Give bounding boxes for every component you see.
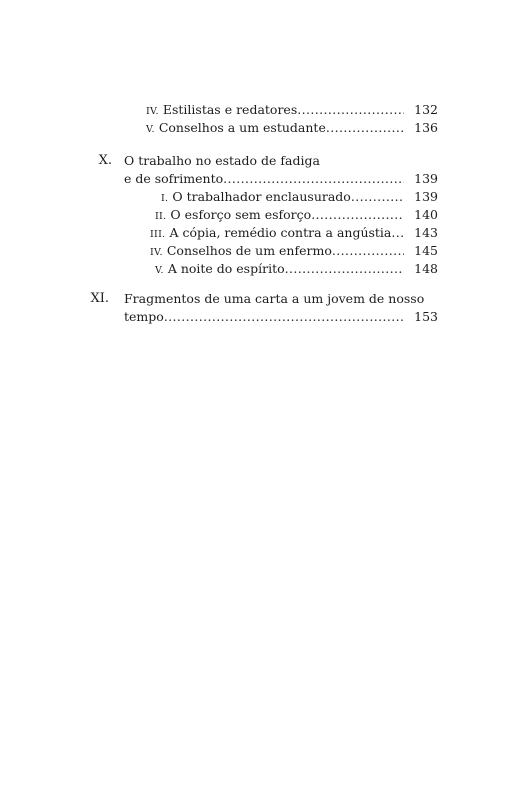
page-number: 148 [414,261,438,276]
section-numeral: V. [155,265,164,276]
chapter-number: X. [98,153,112,168]
dot-leader [391,224,404,242]
page-number: 136 [414,120,438,135]
toc-entry[interactable] [155,260,438,278]
section-numeral: II. [155,211,167,222]
toc-entry[interactable] [161,188,438,206]
dot-leader [351,188,404,206]
toc-entry[interactable] [150,242,438,260]
dot-leader [326,119,404,137]
page-number: 153 [414,309,438,324]
dot-leader [311,206,404,224]
section-title: Estilistas e redatores [162,102,298,117]
page-number: 145 [414,243,438,258]
section-title: Conselhos a um estudante [158,120,326,135]
dot-leader [164,308,404,326]
page-number: 132 [414,102,438,117]
section-title: O trabalhador enclausurado [172,189,351,204]
toc-entry[interactable] [146,119,438,137]
dot-leader [285,260,405,278]
dot-leader [297,101,404,119]
section-numeral: V. [146,124,155,135]
section-title: O esforço sem esforço [170,207,312,222]
dot-leader [223,170,404,188]
chapter-title-continuation: e de sofrimento [124,171,224,186]
toc-entry[interactable] [124,308,438,326]
page-number: 139 [414,171,438,186]
page-number: 140 [414,207,438,222]
toc-entry[interactable] [150,224,438,242]
page-number: 143 [414,225,438,240]
section-numeral: IV. [146,106,159,117]
section-title: Conselhos de um enfermo [166,243,332,258]
chapter-title[interactable]: Fragmentos de uma carta a um jovem de nosso [124,291,425,306]
chapter-title-continuation: tempo [124,309,164,324]
chapter-title[interactable]: O trabalho no estado de fadiga [124,153,320,168]
dot-leader [332,242,404,260]
toc-entry[interactable] [124,170,438,188]
page-number: 139 [414,189,438,204]
section-numeral: III. [150,229,166,240]
chapter-number: XI. [90,291,109,306]
toc-entry[interactable] [155,206,438,224]
section-title: A noite do espírito [167,261,285,276]
section-numeral: I. [161,193,169,204]
section-numeral: IV. [150,247,163,258]
toc-entry[interactable] [146,101,438,119]
section-title: A cópia, remédio contra a angústia [169,225,392,240]
